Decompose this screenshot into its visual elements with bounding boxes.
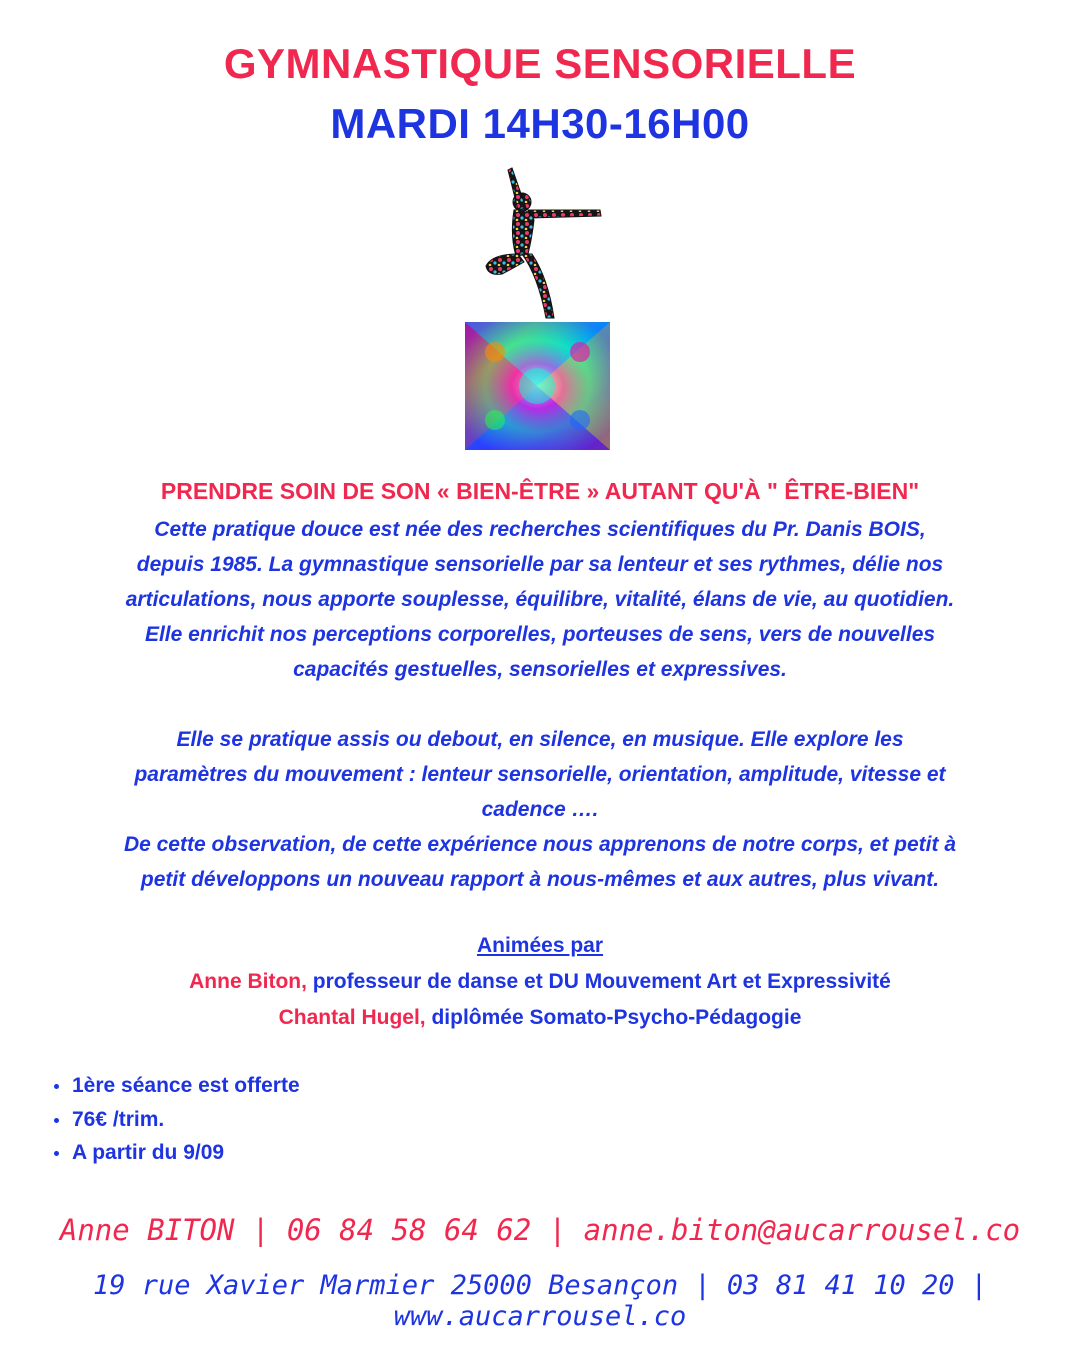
instructor-description: professeur de danse et DU Mouvement Art et Expressivité	[306, 970, 891, 993]
text-line: paramètres du mouvement : lenteur sensorielle, orientation, amplitude, vitesse et	[134, 763, 946, 786]
headline: PRENDRE SOIN DE SON « BIEN-ÊTRE » AUTANT QU'À " ÊTRE-BIEN"	[160, 478, 920, 504]
instructor-line	[0, 1006, 1080, 1030]
list-item: 1ère séance est offerte	[54, 1072, 300, 1106]
instructor-name: Chantal Hugel,	[278, 1006, 426, 1029]
instructor-name: Anne Biton,	[189, 970, 307, 993]
text-line: Cette pratique douce est née des recherches scientifiques du Pr. Danis BOIS,	[154, 518, 926, 541]
schedule-heading: MARDI 14H30-16H00	[330, 100, 750, 147]
description-paragraph-1	[20, 512, 1060, 687]
kaleidoscope-image	[465, 322, 610, 450]
text-line: cadence ….	[481, 798, 599, 821]
list-item: 76€ /trim.	[54, 1106, 300, 1140]
text-line: depuis 1985. La gymnastique sensorielle par sa lenteur et ses rythmes, délie nos	[136, 553, 944, 576]
instructor-line	[0, 970, 1080, 994]
text-line: articulations, nous apporte souplesse, équilibre, vitalité, élans de vie, au quotidien.	[125, 588, 955, 611]
info-bullet-list	[54, 1072, 300, 1173]
page-title: GYMNASTIQUE SENSORIELLE	[223, 40, 857, 87]
text-line: Elle enrichit nos perceptions corporelles, porteuses de sens, vers de nouvelles	[144, 623, 936, 646]
contact-line-address: 19 rue Xavier Marmier 25000 Besançon | 03 81 41 10 20 | www.aucarrousel.co	[92, 1270, 988, 1332]
instructor-description: diplômée Somato-Psycho-Pédagogie	[425, 1006, 802, 1029]
list-item: A partir du 9/09	[54, 1139, 300, 1173]
description-paragraph-2	[20, 722, 1060, 897]
animees-heading: Animées par	[476, 934, 604, 957]
text-line: Elle se pratique assis ou debout, en silence, en musique. Elle explore les	[176, 728, 904, 751]
text-line: capacités gestuelles, sensorielles et expressives.	[293, 658, 787, 681]
text-line: De cette observation, de cette expérience nous apprenons de notre corps, et petit à	[123, 833, 957, 856]
dancer-figure-image	[470, 158, 615, 323]
text-line: petit développons un nouveau rapport à nous-mêmes et aux autres, plus vivant.	[140, 868, 940, 891]
contact-line-primary: Anne BITON | 06 84 58 64 62 | anne.biton@aucarrousel.co	[59, 1213, 1021, 1247]
